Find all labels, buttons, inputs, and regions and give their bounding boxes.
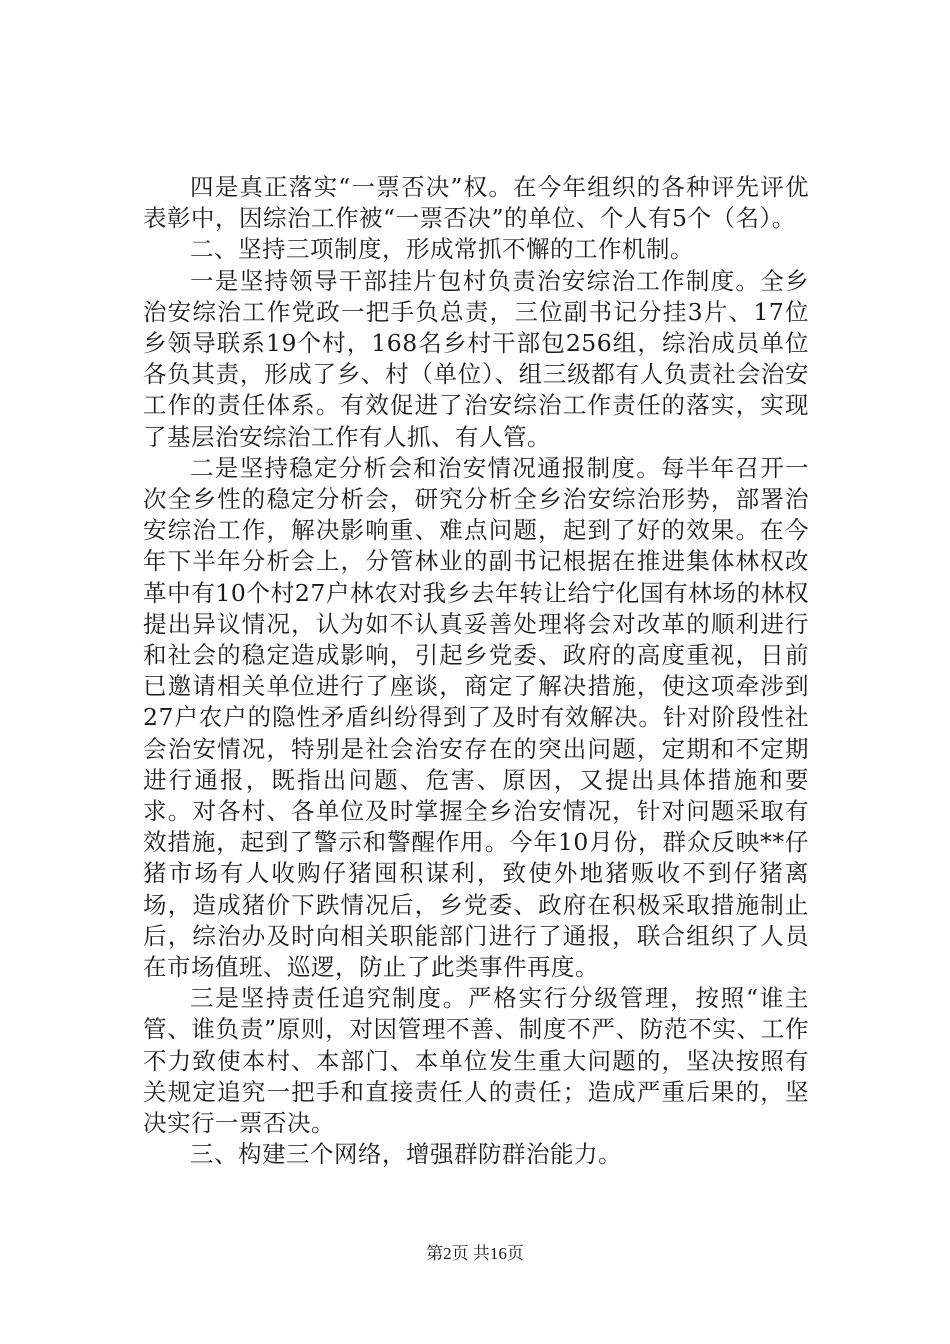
paragraph: 一是坚持领导干部挂片包村负责治安综治工作制度。全乡治安综治工作党政一把手负总责，三位副书记分挂3片、17位乡领导联系19个村，168名乡村干部包256组，综治成员单位各负其责，形成了乡、村（单位）、组三级都有人负责社会治安工作的责任体系。有效促进了治安综治工作责任的落实，实现了基层治安综治工作有人抓、有人管。 — [143, 266, 809, 451]
paragraph: 三是坚持责任追究制度。严格实行分级管理，按照“谁主管、谁负责”原则，对因管理不善、制度不严、防范不实、工作不力致使本村、本部门、本单位发生重大问题的，坚决按照有关规定追究一把手和直接责任人的责任；造成严重后果的，坚决实行一票否决。 — [143, 984, 809, 1138]
paragraph: 四是真正落实“一票否决”权。在今年组织的各种评先评优表彰中，因综治工作被“一票否决”的单位、个人有5个（名）。 — [143, 173, 809, 233]
section-heading: 三、构建三个网络，增强群防群治能力。 — [190, 1140, 622, 1169]
page-number-footer: 第2页 共16页 — [426, 1244, 524, 1263]
paragraph: 二是坚持稳定分析会和治安情况通报制度。每半年召开一次全乡性的稳定分析会，研究分析全乡治安综治形势，部署治安综治工作，解决影响重、难点问题，起到了好的效果。在今年下半年分析会上，分管林业的副书记根据在推进集体林权改革中有10个村27户林农对我乡去年转让给宁化国有林场的林权提出异议情况，认为如不认真妥善处理将会对改革的顺利进行和社会的稳定造成影响，引起乡党委、政府的高度重视，日前已邀请相关单位进行了座谈，商定了解决措施，使这项牵涉到27户农户的隐性矛盾纠纷得到了及时有效解决。针对阶段性社会治安情况，特别是社会治安存在的突出问题，定期和不定期进行通报，既指出问题、危害、原因，又提出具体措施和要求。对各村、各单位及时掌握全乡治安情况，针对问题采取有效措施，起到了警示和警醒作用。今年10月份，群众反映**仔猪市场有人收购仔猪囤积谋利，致使外地猪贩收不到仔猪离场，造成猪价下跌情况后，乡党委、政府在积极采取措施制止后，综治办及时向相关职能部门进行了通报，联合组织了人员在市场值班、巡逻，防止了此类事件再度。 — [143, 453, 809, 982]
section-heading: 二、坚持三项制度，形成常抓不懈的工作机制。 — [190, 235, 694, 264]
document-body — [143, 172, 809, 1171]
